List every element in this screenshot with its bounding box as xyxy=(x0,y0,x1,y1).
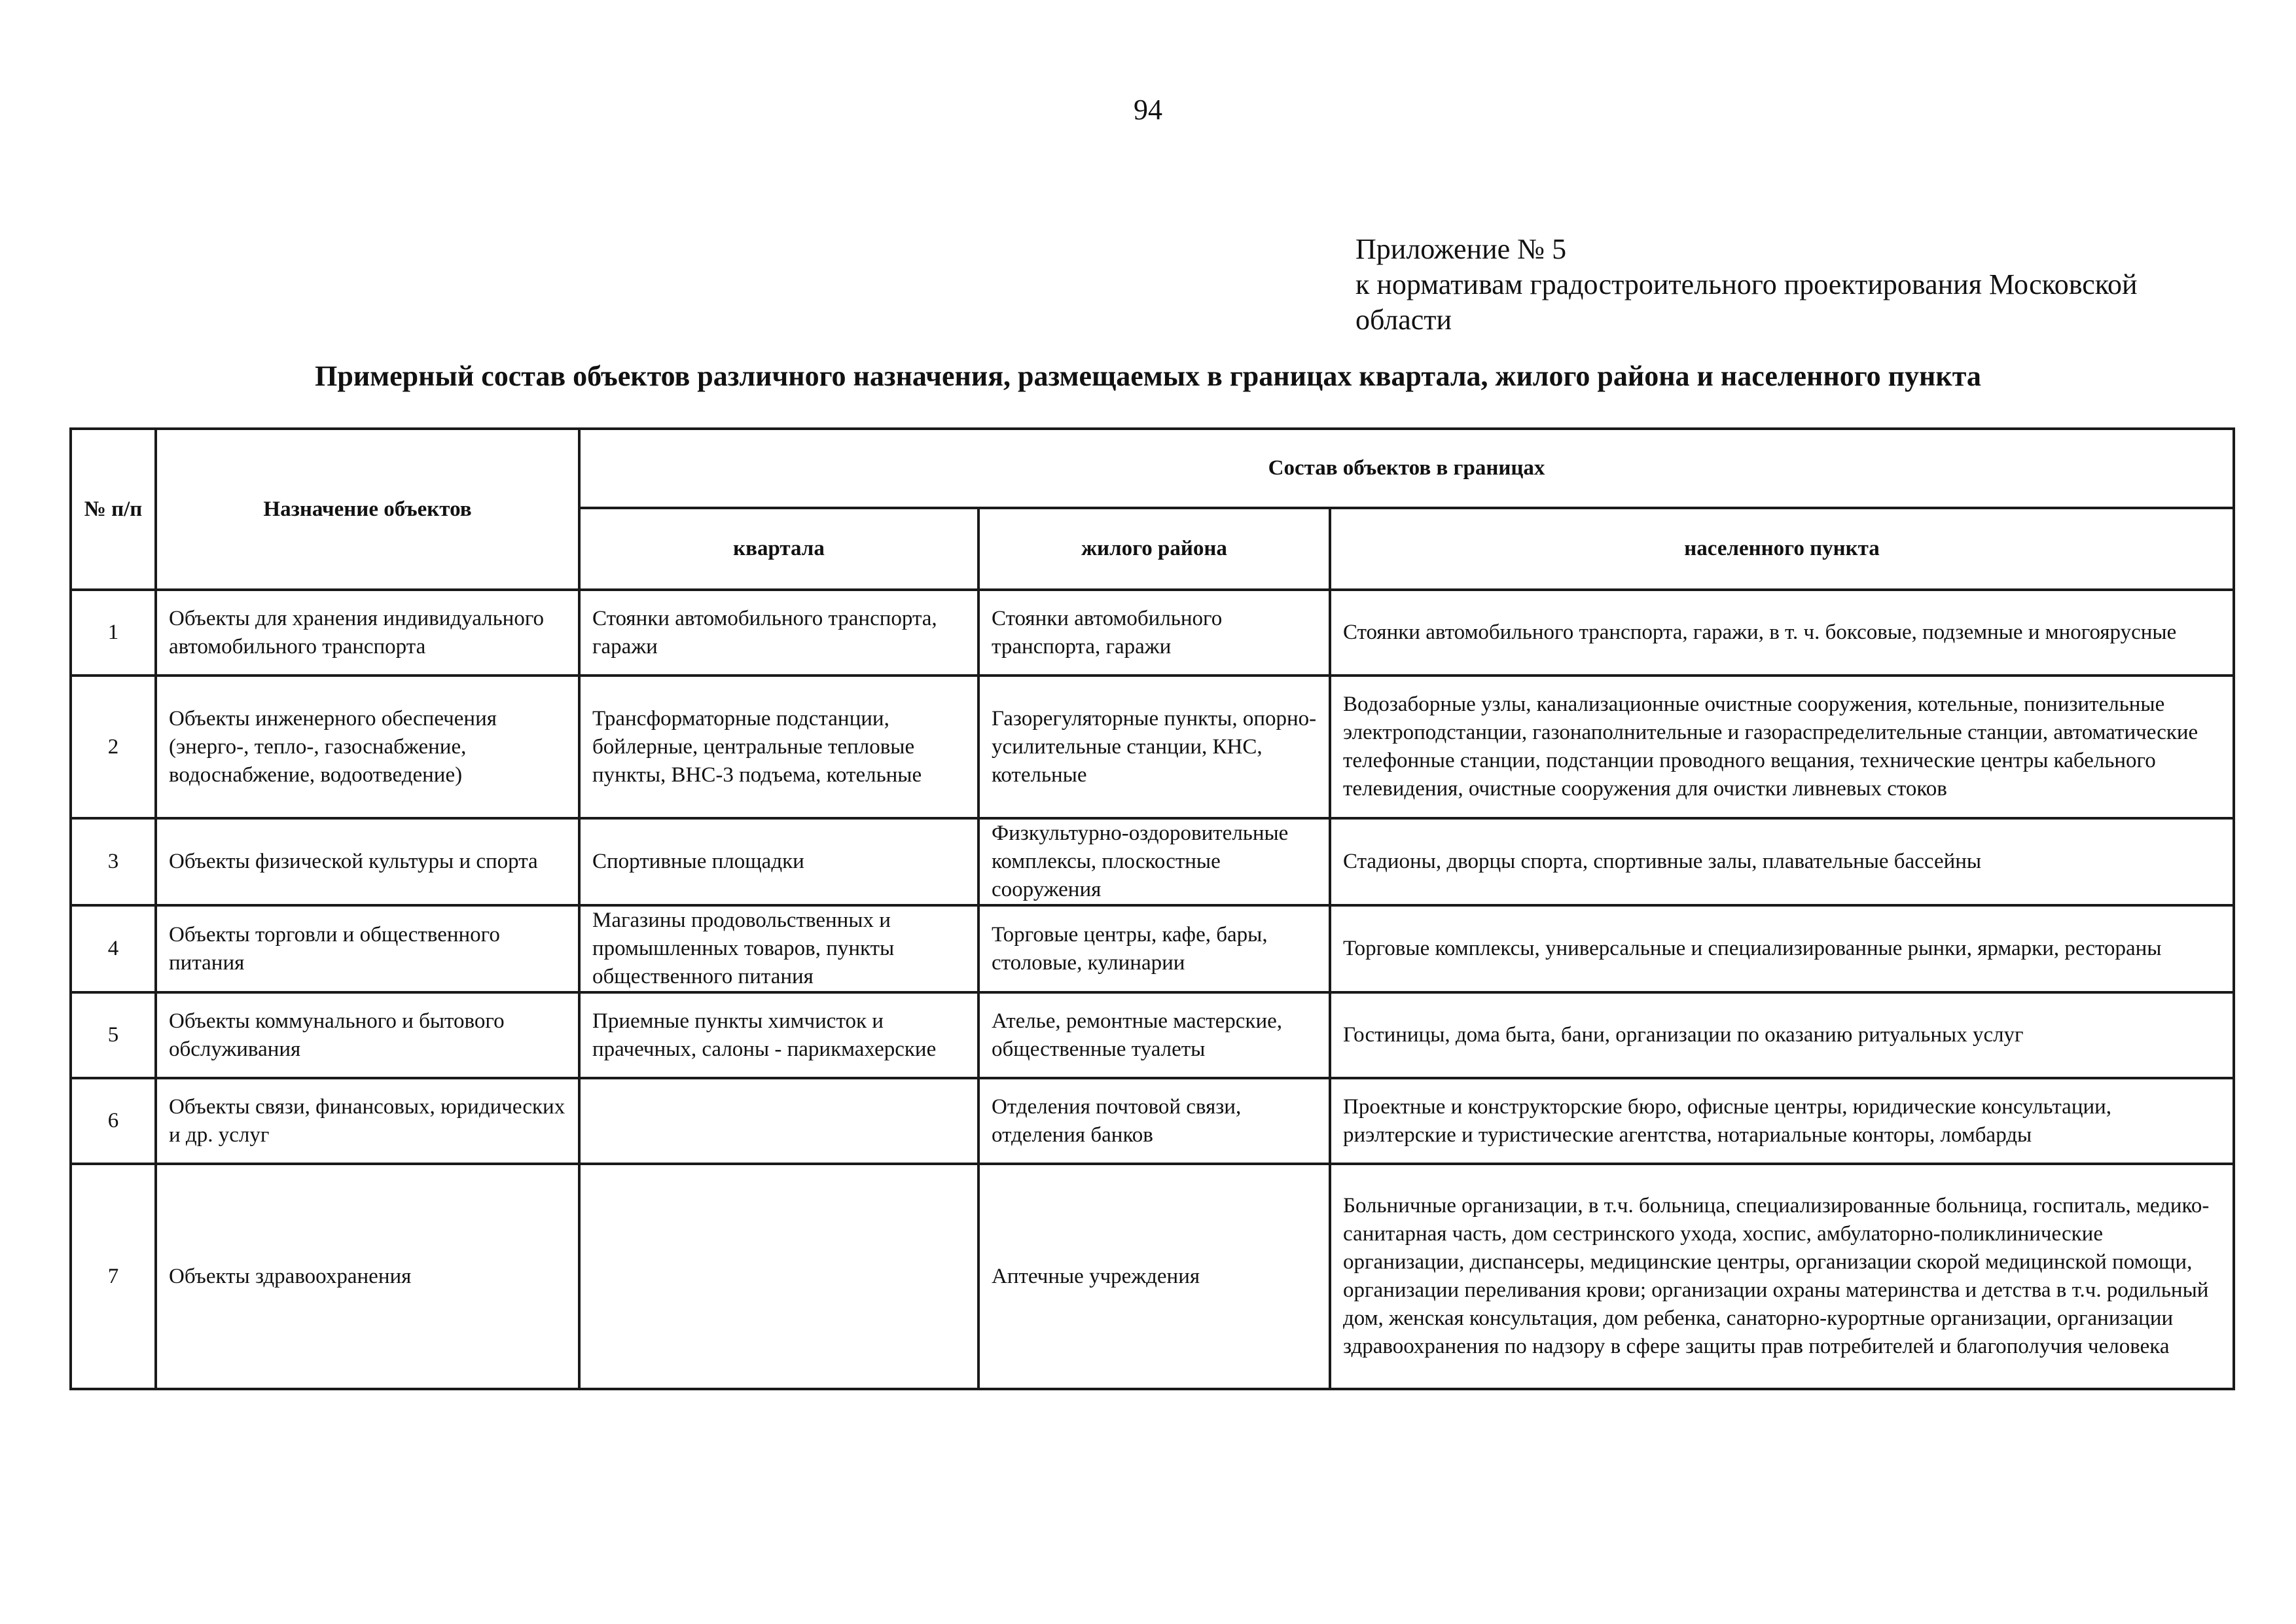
table-header-row xyxy=(71,429,2234,508)
row-district: Торговые центры, кафе, бары, столовые, кулинарии xyxy=(978,905,1330,992)
row-purpose: Объекты физической культуры и спорта xyxy=(156,818,579,905)
row-settlement: Стоянки автомобильного транспорта, гаражи, в т. ч. боксовые, подземные и многоярусные xyxy=(1330,590,2234,676)
row-district: Физкультурно-оздоровительные комплексы, плоскостные сооружения xyxy=(978,818,1330,905)
row-number: 5 xyxy=(71,992,156,1078)
appendix-note xyxy=(1355,232,2219,338)
row-quarter xyxy=(579,1164,978,1389)
row-purpose: Объекты связи, финансовых, юридических и др. услуг xyxy=(156,1078,579,1164)
objects-table xyxy=(69,427,2235,1390)
table-row xyxy=(71,676,2234,818)
row-quarter: Трансформаторные подстанции, бойлерные, центральные тепловые пункты, ВНС-3 подъема, котельные xyxy=(579,676,978,818)
header-purpose: Назначение объектов xyxy=(156,429,579,590)
row-settlement: Торговые комплексы, универсальные и специализированные рынки, ярмарки, рестораны xyxy=(1330,905,2234,992)
row-district: Газорегуляторные пункты, опорно-усилительные станции, КНС, котельные xyxy=(978,676,1330,818)
row-number: 6 xyxy=(71,1078,156,1164)
row-number: 2 xyxy=(71,676,156,818)
row-settlement: Проектные и конструкторские бюро, офисные центры, юридические консультации, риэлтерские и туристические агентства, нотариальные конторы, ломбарды xyxy=(1330,1078,2234,1164)
header-composition: Состав объектов в границах xyxy=(579,429,2234,508)
row-purpose: Объекты инженерного обеспечения (энерго-, тепло-, газоснабжение, водоснабжение, водоотведение) xyxy=(156,676,579,818)
row-quarter: Стоянки автомобильного транспорта, гаражи xyxy=(579,590,978,676)
appendix-line-2: к нормативам градостроительного проектирования Московской xyxy=(1355,268,2138,300)
table-row xyxy=(71,992,2234,1078)
table-row xyxy=(71,818,2234,905)
row-quarter: Приемные пункты химчисток и прачечных, салоны - парикмахерские xyxy=(579,992,978,1078)
appendix-line-3: области xyxy=(1355,304,1452,336)
row-district: Стоянки автомобильного транспорта, гаражи xyxy=(978,590,1330,676)
row-district: Аптечные учреждения xyxy=(978,1164,1330,1389)
row-settlement: Гостиницы, дома быта, бани, организации по оказанию ритуальных услуг xyxy=(1330,992,2234,1078)
header-district: жилого района xyxy=(978,508,1330,590)
header-quarter: квартала xyxy=(579,508,978,590)
row-quarter xyxy=(579,1078,978,1164)
document-title: Примерный состав объектов различного назначения, размещаемых в границах квартала, жилого района и населенного пункта xyxy=(315,360,1981,392)
row-number: 7 xyxy=(71,1164,156,1389)
row-district: Ателье, ремонтные мастерские, общественные туалеты xyxy=(978,992,1330,1078)
table-row xyxy=(71,1164,2234,1389)
table-row xyxy=(71,590,2234,676)
row-number: 4 xyxy=(71,905,156,992)
row-settlement: Водозаборные узлы, канализационные очистные сооружения, котельные, понизительные электроподстанции, газонаполнительные и газораспределительные станции, автоматические телефонные станции, подстанции проводного вещания, технические центры кабельного телевидения, очистные сооружения для очистки ливневых стоков xyxy=(1330,676,2234,818)
header-num: № п/п xyxy=(71,429,156,590)
row-settlement: Стадионы, дворцы спорта, спортивные залы, плавательные бассейны xyxy=(1330,818,2234,905)
row-purpose: Объекты торговли и общественного питания xyxy=(156,905,579,992)
row-purpose: Объекты здравоохранения xyxy=(156,1164,579,1389)
row-number: 1 xyxy=(71,590,156,676)
table-row xyxy=(71,905,2234,992)
row-purpose: Объекты для хранения индивидуального автомобильного транспорта xyxy=(156,590,579,676)
row-purpose: Объекты коммунального и бытового обслуживания xyxy=(156,992,579,1078)
page-number: 94 xyxy=(1134,94,1162,126)
row-quarter: Спортивные площадки xyxy=(579,818,978,905)
header-settlement: населенного пункта xyxy=(1330,508,2234,590)
row-number: 3 xyxy=(71,818,156,905)
table-row xyxy=(71,1078,2234,1164)
row-quarter: Магазины продовольственных и промышленных товаров, пункты общественного питания xyxy=(579,905,978,992)
row-settlement: Больничные организации, в т.ч. больница, специализированные больница, госпиталь, медико-санитарная часть, дом сестринского ухода, хоспис, амбулаторно-поликлинические организации, диспансеры, медицинские центры, организации скорой медицинской помощи, организации переливания крови; организации охраны материнства и детства в т.ч. родильный дом, женская консультация, дом ребенка, санаторно-курортные организации, организации здравоохранения по надзору в сфере защиты прав потребителей и благополучия человека xyxy=(1330,1164,2234,1389)
row-district: Отделения почтовой связи, отделения банков xyxy=(978,1078,1330,1164)
appendix-line-1: Приложение № 5 xyxy=(1355,233,1567,265)
